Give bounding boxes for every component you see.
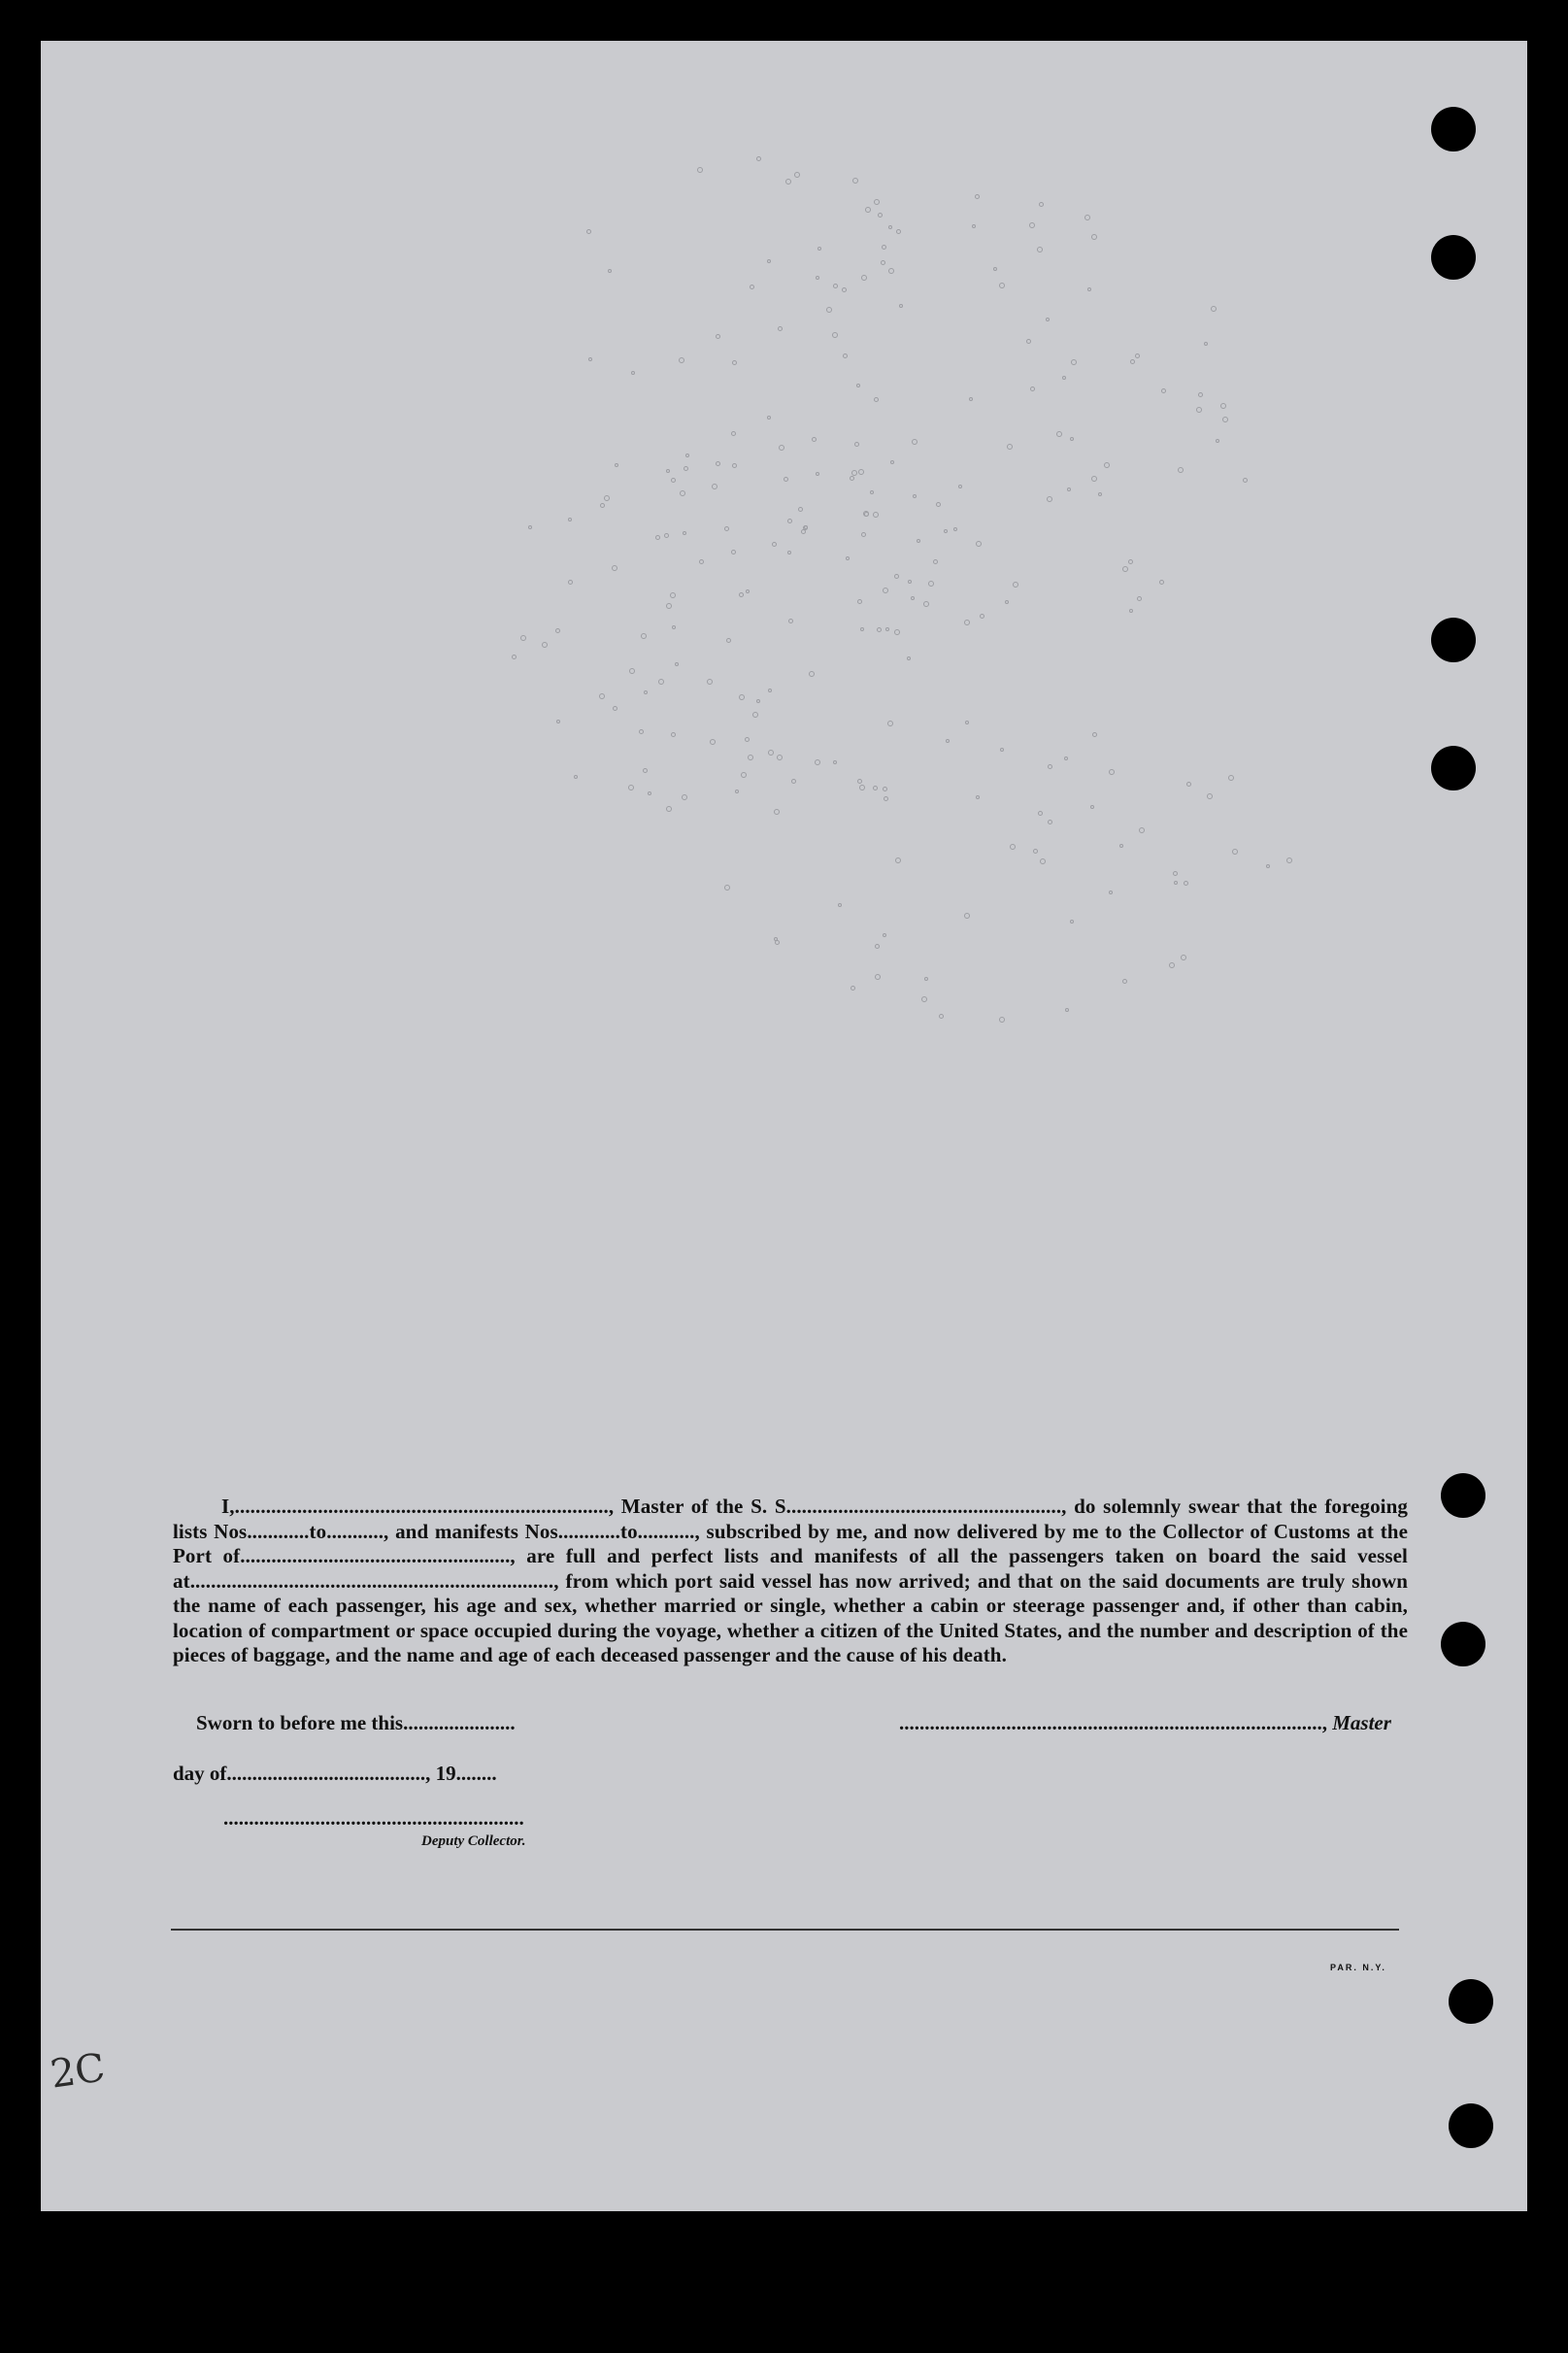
speck [883,933,886,937]
speck [1211,306,1217,312]
speck [664,533,669,538]
speck [859,785,865,790]
binder-hole [1431,746,1476,790]
speck [794,172,800,178]
speck [739,694,745,700]
speck [946,739,950,743]
speck [604,495,610,501]
speck [724,526,729,531]
speck [739,592,744,597]
speck [1048,820,1052,824]
speck [890,460,894,464]
speck [613,706,617,711]
speck [1232,849,1238,855]
speck [826,307,832,313]
speck [964,913,970,919]
speck [894,629,900,635]
master-oath [173,1495,1408,1668]
speck [852,178,858,184]
speck [1119,844,1123,848]
speck [958,485,962,488]
speck [851,986,855,991]
speck [1222,417,1228,422]
speck [574,775,578,779]
speck [684,466,688,471]
oath-paragraph: I,........................................................................, Master of the S. S.....................................................​, do solemnly swear that the foregoing lists Nos............to..........., and manifests Nos............to..........., subscribed by me, and now delivered by me to the Collector of Customs at the Port of...................................................., are full and perfect lists and manifests of all the passengers taken on board the said vessel at......................................................................, from which port said vessel has now arrived; and that on the said documents are truly shown the name of each passenger, his age and sex, whether married or single, whether a cabin or steerage passenger and, if other than cabin, location of compartment or space occupied during the voyage, whether a citizen of the United States, and the number and description of the pieces of baggage, and the name and age of each deceased passenger and the cause of his death. [173,1495,1408,1666]
speck [1010,844,1016,850]
speck [908,580,912,584]
speck [875,944,880,949]
speck [1037,247,1043,252]
speck [842,287,847,292]
speck [1122,979,1127,984]
speck [520,635,526,641]
speck [924,977,928,981]
speck [716,461,720,466]
speck [699,559,704,564]
speck [779,445,784,451]
speck [980,614,984,619]
speck [512,655,517,659]
speck [748,755,753,760]
speck [767,259,771,263]
speck [1084,215,1090,220]
speck [875,974,881,980]
speck [999,1017,1005,1023]
speck [726,638,731,643]
speck [861,532,866,537]
speck [936,502,941,507]
speck [1109,891,1113,894]
speck [784,477,788,482]
speck [629,668,635,674]
speck [913,494,917,498]
speck [767,416,771,420]
speck [874,199,880,205]
speck [854,442,859,447]
binder-hole [1449,1979,1493,2024]
speck [697,167,703,173]
speck [861,275,867,281]
speck [882,245,886,250]
speck [1087,287,1091,291]
speck [608,269,612,273]
speck [817,247,821,251]
speck [999,283,1005,288]
speck [671,478,676,483]
speck [707,679,713,685]
speck [912,439,917,445]
speck [1204,342,1208,346]
speck [777,755,783,760]
speck [873,512,879,518]
speck [1013,582,1018,588]
speck [884,796,888,801]
speck [670,592,676,598]
speck [643,768,648,773]
speck [944,529,948,533]
speck [756,156,761,161]
speck [1130,359,1135,364]
speck [731,550,736,555]
speck [873,786,878,790]
speck [528,525,532,529]
speck [896,229,901,234]
speck [628,785,634,790]
speck [785,179,791,185]
speck [1181,955,1186,960]
speck [832,332,838,338]
speck [975,194,980,199]
speck [1161,388,1166,393]
speck [1122,566,1128,572]
speck [1000,748,1004,752]
speck [798,507,803,512]
speck [1159,580,1164,585]
speck [679,357,684,363]
speck [953,527,957,531]
binder-hole [1449,2103,1493,2148]
speck [712,484,717,489]
speck [788,619,793,623]
speck [1030,387,1035,391]
speck [1046,318,1050,321]
speck [1173,871,1178,876]
speck [666,469,670,473]
speck [685,454,689,457]
day-line-text: day of......................................., 19........ [173,1762,497,1785]
speck [775,940,780,945]
speck [965,721,969,724]
speck [675,662,679,666]
speck [1040,858,1046,864]
speck [752,712,758,718]
speck [1071,359,1077,365]
speck [1039,202,1044,207]
speck [612,565,617,571]
speck [1065,1008,1069,1012]
speck [772,542,777,547]
speck [1216,439,1219,443]
master-signature-dots: ..................................................................................., [899,1711,1327,1734]
speck [599,693,605,699]
speck [787,519,792,523]
bottom-rule [171,1929,1399,1931]
speck [816,276,819,280]
speck [588,357,592,361]
speck [735,790,739,793]
speck [878,213,883,218]
speck [750,285,754,289]
speck [874,397,879,402]
speck [555,628,560,633]
speck [1137,596,1142,601]
speck [655,535,660,540]
speck [809,671,815,677]
binder-hole [1431,107,1476,151]
speck [756,699,760,703]
speck [1169,962,1175,968]
speck [883,787,887,791]
speck [1047,496,1052,502]
speck [1109,769,1115,775]
speck [1174,881,1178,885]
speck [1207,793,1213,799]
speck [1139,827,1145,833]
speck [1070,920,1074,924]
speck [778,326,783,331]
speck [631,371,635,375]
speck [1048,764,1052,769]
speck [887,721,893,726]
speck [1198,392,1203,397]
speck [1038,811,1043,816]
speck [1220,403,1226,409]
speck [1091,476,1097,482]
speck [1129,609,1133,613]
speck [833,760,837,764]
speck [787,551,791,555]
speck [644,690,648,694]
speck [639,729,644,734]
speck [885,627,889,631]
speck [857,779,862,784]
day-line [173,1762,497,1786]
form-page [41,41,1527,2211]
speck [815,759,820,765]
speck [641,633,647,639]
speck [1029,222,1035,228]
speck [680,490,685,496]
speck [1091,234,1097,240]
speck [556,720,560,723]
speck [716,334,720,339]
sworn-line-text: Sworn to before me this...................... [196,1711,516,1734]
speck [1228,775,1234,781]
speck [1196,407,1202,413]
binder-hole [1431,235,1476,280]
speck [881,260,885,265]
collector-signature-line [223,1806,524,1831]
speck [732,360,737,365]
speck [666,603,672,609]
speck [1026,339,1031,344]
deputy-collector-caption: Deputy Collector. [421,1833,526,1849]
speck [964,620,970,625]
speck [774,809,780,815]
speck [894,574,899,579]
speck [833,284,838,288]
speck [1243,478,1248,483]
speck [615,463,618,467]
speck [804,525,808,529]
speck [851,470,857,476]
speck [888,225,892,229]
speck [1067,487,1071,491]
speck [542,642,548,648]
speck [1286,857,1292,863]
speck [658,679,664,685]
speck [838,903,842,907]
speck [883,588,888,593]
speck [1090,805,1094,809]
speck [586,229,591,234]
speck [1033,849,1038,854]
speck [672,625,676,629]
speck [671,732,676,737]
speck [768,689,772,692]
speck [682,794,687,800]
speck [1184,881,1188,886]
binder-hole [1441,1622,1485,1666]
speck [856,384,860,387]
speck [1005,600,1009,604]
speck [1056,431,1062,437]
speck [568,518,572,521]
handwritten-margin-note: 2C [48,2045,108,2098]
speck [1092,732,1097,737]
speck [1266,864,1270,868]
speck [895,857,901,863]
speck [746,589,750,593]
binder-hole [1441,1473,1485,1518]
speck [1062,376,1066,380]
speck [812,437,817,442]
speck [600,503,605,508]
speck [1178,467,1184,473]
speck [568,580,573,585]
speck [1064,756,1068,760]
speck [864,512,869,517]
speck [917,539,920,543]
speck [1007,444,1013,450]
speck [710,739,716,745]
speck [846,556,850,560]
binder-hole [1431,618,1476,662]
sworn-line [196,1711,516,1735]
speck [745,737,750,742]
speck [741,772,747,778]
speck [911,596,915,600]
speck [850,476,854,481]
speck [843,353,848,358]
speck [857,599,862,604]
master-caption: Master [1332,1711,1391,1734]
speck [877,627,882,632]
speck [865,207,871,213]
speck [993,267,997,271]
speck [801,529,806,534]
speck [969,397,973,401]
speck [768,750,774,756]
collector-signature-dots: ........................................................... [223,1806,524,1830]
speck [976,541,982,547]
speck [1128,559,1133,564]
speck [933,559,938,564]
speck [816,472,819,476]
speck [683,531,686,535]
speck [899,304,903,308]
speck [1098,492,1102,496]
speck [1186,782,1191,787]
master-signature-line [899,1711,1391,1735]
speck [928,581,934,587]
speck [976,795,980,799]
speck [1070,437,1074,441]
speck [648,791,651,795]
speck [923,601,929,607]
speck [724,885,730,891]
speck [888,268,894,274]
speck [666,806,672,812]
speck [791,779,796,784]
printer-mark: PAR. N.Y. [1330,1963,1386,1972]
speck [1135,353,1140,358]
speck [921,996,927,1002]
speck [858,469,864,475]
speck [731,431,736,436]
speck [907,656,911,660]
speck [972,224,976,228]
speck [732,463,737,468]
speck [870,490,874,494]
speck [860,627,864,631]
speck [939,1014,944,1019]
speck [1104,462,1110,468]
